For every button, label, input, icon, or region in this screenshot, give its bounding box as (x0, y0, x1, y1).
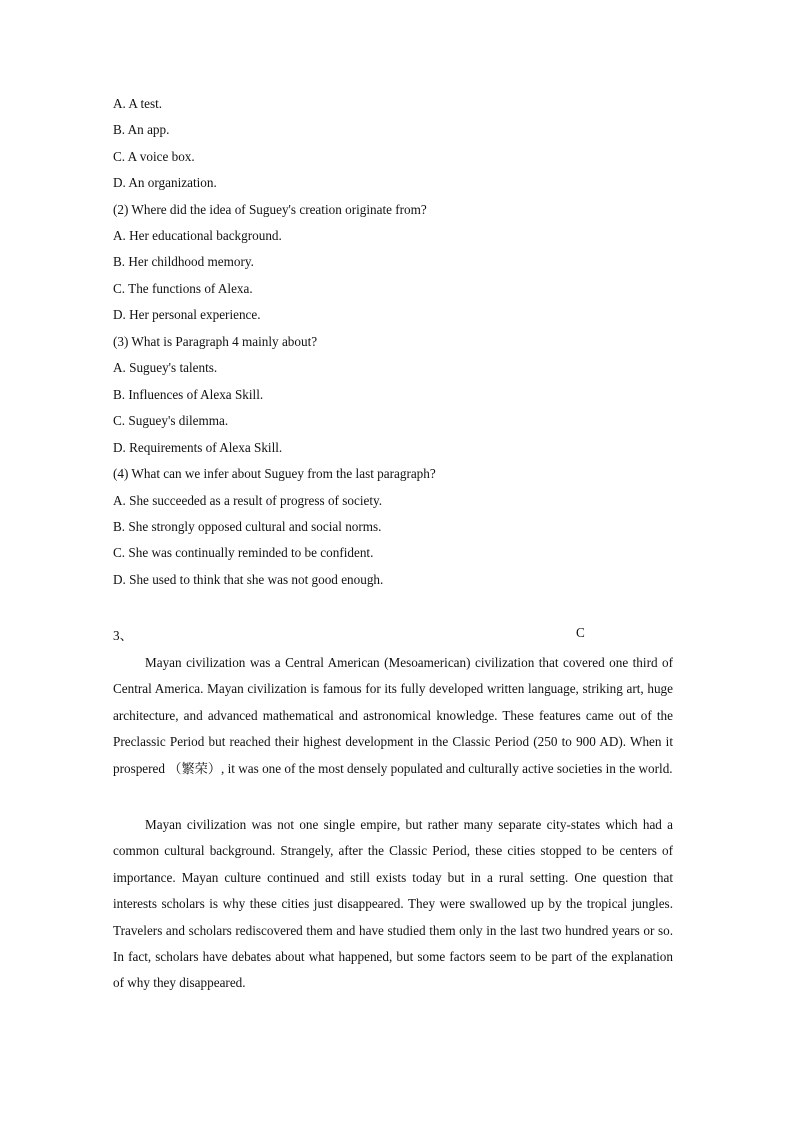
passage-paragraph-2: Mayan civilization was not one single empire, but rather many separate city-states which had a common cultural background. Strangely, after the Classic Period, these cities stopped to be centers of importance. Mayan culture continued and still exists today but in a rural setting. One question that interests scholars is why these cities just disappeared. They were swallowed up by the tropical jungles. Travelers and scholars rediscovered them and have studied them only in the last two hundred years or so. In fact, scholars have debates about what happened, but some factors seem to be part of the explanation of why they disappeared. (113, 817, 673, 991)
q1-option-c: C. A voice box. (113, 149, 195, 164)
q3-option-c: C. Suguey's dilemma. (113, 413, 229, 428)
q3-question: (3) What is Paragraph 4 mainly about? (113, 334, 318, 349)
q4-option-a: A. She succeeded as a result of progress of society. (113, 493, 383, 508)
q4-question: (4) What can we infer about Suguey from the last paragraph? (113, 466, 436, 481)
q4-option-d: D. She used to think that she was not good enough. (113, 572, 384, 587)
q3-option-d: D. Requirements of Alexa Skill. (113, 440, 283, 455)
passage-paragraph-1: Mayan civilization was a Central American (Mesoamerican) civilization that covered one third of Central America. Mayan civilization is famous for its fully developed written language, striking art, huge architecture, and advanced mathematical and astronomical knowledge. These features came out of the Preclassic Period but reached their highest development in the Classic Period (250 to 900 AD). When it prospered （繁荣）, it was one of the most densely populated and culturally active societies in the world. (113, 655, 673, 776)
q1-option-a: A. A test. (113, 96, 163, 111)
q2-option-d: D. Her personal experience. (113, 307, 261, 322)
section-number: 3、 (113, 628, 133, 643)
section-letter: C (576, 625, 585, 640)
q1-option-b: B. An app. (113, 122, 170, 137)
q4-option-b: B. She strongly opposed cultural and social norms. (113, 519, 382, 534)
q4-option-c: C. She was continually reminded to be confident. (113, 545, 374, 560)
q2-option-b: B. Her childhood memory. (113, 254, 254, 269)
q3-option-b: B. Influences of Alexa Skill. (113, 387, 264, 402)
q2-question: (2) Where did the idea of Suguey's creation originate from? (113, 202, 427, 217)
q2-option-c: C. The functions of Alexa. (113, 281, 253, 296)
q1-option-d: D. An organization. (113, 175, 217, 190)
q3-option-a: A. Suguey's talents. (113, 360, 218, 375)
q2-option-a: A. Her educational background. (113, 228, 282, 243)
